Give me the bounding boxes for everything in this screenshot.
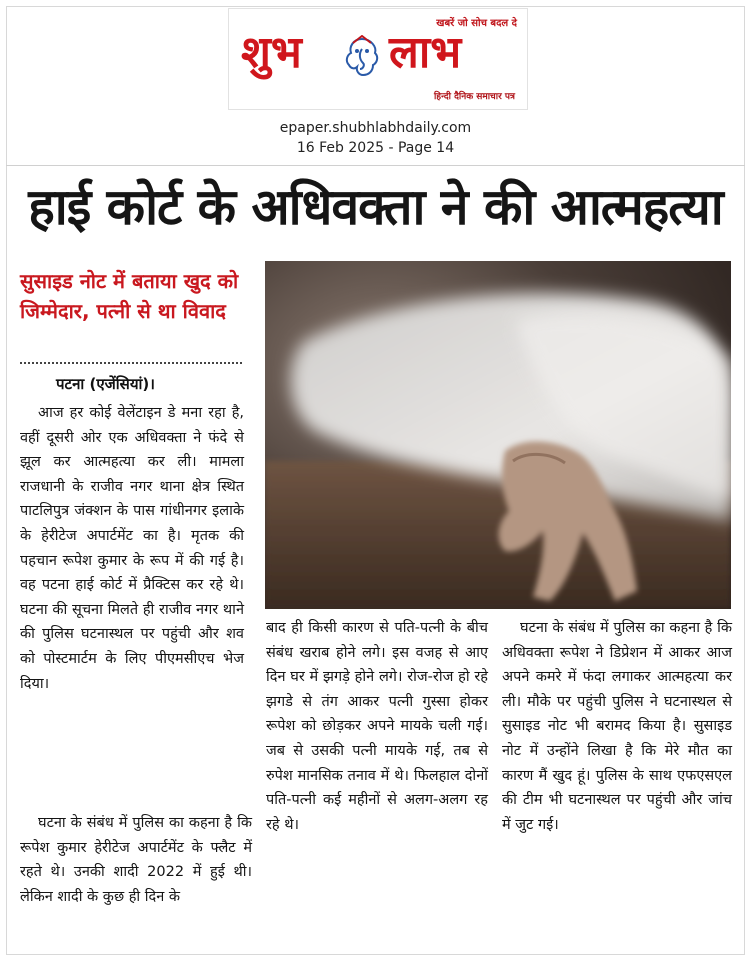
- logo-text-right: लाभ: [389, 27, 462, 78]
- masthead-subline: हिन्दी दैनिक समाचार पत्र: [433, 92, 515, 102]
- article-paragraph: घटना के संबंध में पुलिस का कहना है कि अधिवक्ता रूपेश ने डिप्रेशन में आकर आज अपने कमरे में फंदा लगाकर आत्महत्या कर ली। मौके पर पहुंची पुलिस ने घटनास्थल से सुसाइड नोट भी बरामद किया है। सुसाइड नोट में उन्होंने लिखा है कि मेरे मौत का कारण मैं खुद हूं। पुलिस के साथ एफएसएल की टीम भी घटनास्थल पर पहुंची और जांच में जुट गई।: [502, 620, 732, 833]
- source-date-page: 16 Feb 2025 - Page 14: [296, 140, 455, 156]
- article-photo: [265, 261, 731, 609]
- source-url: epaper.shubhlabhdaily.com: [279, 120, 472, 136]
- article-headline: हाई कोर्ट के अधिवक्ता ने की आत्महत्या: [28, 178, 723, 236]
- ganesha-emblem-icon: [341, 35, 383, 79]
- masthead: [228, 8, 528, 110]
- article-dateline: पटना (एजेंसियां)।: [56, 375, 155, 393]
- article-subhead: सुसाइड नोट में बताया खुद को जिम्मेदार, पत्नी से था विवाद: [20, 269, 239, 323]
- logo-text-left: शुभ: [241, 27, 302, 78]
- dotted-divider: [20, 362, 242, 364]
- masthead-tagline: खबरें जो सोच बदल दे: [436, 18, 517, 29]
- divider: [6, 165, 745, 166]
- article-paragraph: बाद ही किसी कारण से पति-पत्नी के बीच संबंध खराब होने लगे। इस वजह से आए दिन घर में झगड़े होने लगे। रोज-रोज हो रहे झगडे से तंग आकर पत्नी गुस्सा होकर रूपेश को छोड़कर अपने मायके चली गई। जब से उसकी पत्नी मायके गई, तब से रुपेश मानसिक तनाव में थे। फिलहाल दोनों पति-पत्नी कई महीनों से अलग-अलग रह रहे थे।: [266, 620, 488, 833]
- article-paragraph: आज हर कोई वेलेंटाइन डे मना रहा है, वहीं दूसरी ओर एक अधिवक्ता ने फंदे से झूल कर आत्महत्या कर ली। मामला राजधानी के राजीव नगर थाना क्षेत्र स्थित पाटलिपुत्र जंक्शन के पास गांधीनगर इलाके के हेरीटेज अपार्टमेंट का है। मृतक की पहचान रूपेश कुमार के रूप में की गई है। वह पटना हाई कोर्ट में प्रैक्टिस कर रहे थे। घटना की सूचना मिलते ही राजीव नगर थाने की पुलिस घटनास्थल पर पहुंची और शव को पोस्टमार्टम के लिए पीएमसीएच भेज दिया।: [20, 405, 244, 692]
- article-column-1-continued: [20, 811, 252, 909]
- article-column-2: [266, 616, 488, 837]
- article-column-1: [20, 401, 244, 696]
- article-column-3: [502, 616, 732, 837]
- article-paragraph: घटना के संबंध में पुलिस का कहना है कि रूपेश कुमार हेरीटेज अपार्टमेंट के फ्लैट में रहते थे। उनकी शादी 2022 में हुई थी। लेकिन शादी के कुछ ही दिन के: [20, 815, 252, 905]
